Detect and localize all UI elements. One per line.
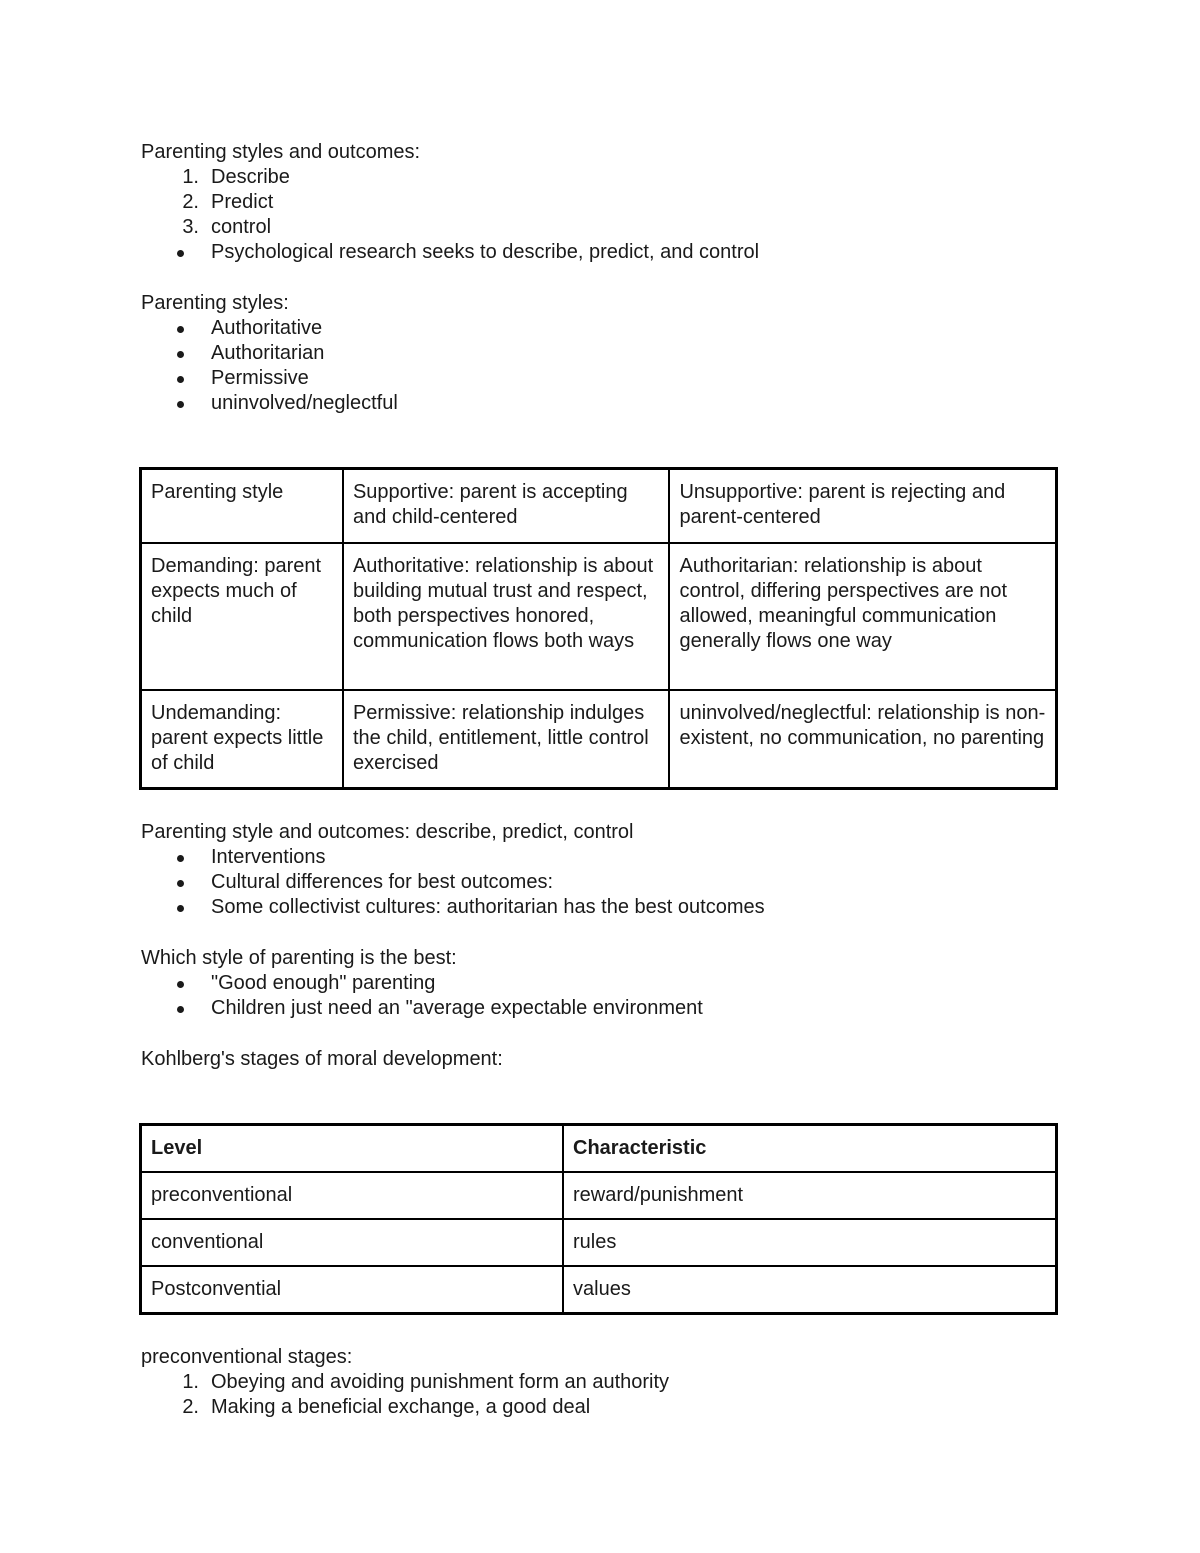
table-row <box>141 1172 1057 1219</box>
list-item: Authoritarian <box>141 341 1061 366</box>
list-item: Interventions <box>141 845 1061 870</box>
list-item: Authoritative <box>141 316 1061 341</box>
bullet-list-styles <box>141 316 1061 416</box>
table-cell: Authoritarian: relationship is about control, differing perspectives are not allowed, meaningful communication generally flows one way <box>669 543 1056 690</box>
bullet-icon <box>177 905 184 912</box>
bullet-icon <box>177 250 184 257</box>
table-cell: Supportive: parent is accepting and child-centered <box>343 469 670 544</box>
table-header-row <box>141 1125 1057 1173</box>
table-cell: reward/punishment <box>563 1172 1057 1219</box>
list-item: Some collectivist cultures: authoritarian has the best outcomes <box>141 895 1061 920</box>
table-row <box>141 1219 1057 1266</box>
table-cell: rules <box>563 1219 1057 1266</box>
list-item: 1. Describe <box>182 166 290 188</box>
table-cell: preconventional <box>141 1172 564 1219</box>
table-cell: Unsupportive: parent is rejecting and parent-centered <box>669 469 1056 544</box>
list-item: "Good enough" parenting <box>141 971 1061 996</box>
list-item: Psychological research seeks to describe, predict, and control <box>141 240 1061 265</box>
section-title-kohlberg: Kohlberg's stages of moral development: <box>141 1048 503 1070</box>
list-item: 2. Making a beneficial exchange, a good deal <box>182 1396 591 1418</box>
section-title-parenting-styles-outcomes: Parenting styles and outcomes: <box>141 141 421 163</box>
table-cell: Parenting style <box>141 469 343 544</box>
bullet-icon <box>177 855 184 862</box>
bullet-list-research <box>141 240 1061 265</box>
section-title-best-style: Which style of parenting is the best: <box>141 947 457 969</box>
list-item: Permissive <box>141 366 1061 391</box>
bullet-icon <box>177 326 184 333</box>
parenting-style-table <box>139 467 1058 790</box>
list-item: 2. Predict <box>182 191 274 213</box>
table-cell: uninvolved/neglectful: relationship is non-existent, no communication, no parenting <box>669 690 1056 789</box>
bullet-icon <box>177 1006 184 1013</box>
bullet-icon <box>177 401 184 408</box>
list-item: 3. control <box>182 216 272 238</box>
bullet-icon <box>177 376 184 383</box>
table-cell: Postconvential <box>141 1266 564 1314</box>
list-item: 1. Obeying and avoiding punishment form an authority <box>182 1371 670 1393</box>
list-item: uninvolved/neglectful <box>141 391 1061 416</box>
table-cell: Demanding: parent expects much of child <box>141 543 343 690</box>
table-header-cell: Level <box>141 1125 564 1173</box>
list-item: Cultural differences for best outcomes: <box>141 870 1061 895</box>
section-title-style-outcomes: Parenting style and outcomes: describe, predict, control <box>141 821 634 843</box>
bullet-icon <box>177 880 184 887</box>
numbered-list-goals <box>141 165 1061 240</box>
table-row <box>141 543 1057 690</box>
list-item: Children just need an "average expectable environment <box>141 996 1061 1021</box>
table-row <box>141 1266 1057 1314</box>
bullet-list-outcomes <box>141 845 1061 920</box>
bullet-icon <box>177 981 184 988</box>
section-title-preconventional: preconventional stages: <box>141 1346 353 1368</box>
kohlberg-table <box>139 1123 1058 1315</box>
document-page <box>141 140 1061 1420</box>
table-cell: values <box>563 1266 1057 1314</box>
bullet-list-best <box>141 971 1061 1021</box>
table-header-cell: Characteristic <box>563 1125 1057 1173</box>
table-cell: Authoritative: relationship is about building mutual trust and respect, both perspectives honored, communication flows both ways <box>343 543 670 690</box>
section-title-parenting-styles: Parenting styles: <box>141 292 289 314</box>
table-cell: Permissive: relationship indulges the child, entitlement, little control exercised <box>343 690 670 789</box>
numbered-list-preconventional <box>141 1370 1061 1420</box>
table-row <box>141 469 1057 544</box>
table-cell: conventional <box>141 1219 564 1266</box>
table-row <box>141 690 1057 789</box>
table-cell: Undemanding: parent expects little of child <box>141 690 343 789</box>
bullet-icon <box>177 351 184 358</box>
